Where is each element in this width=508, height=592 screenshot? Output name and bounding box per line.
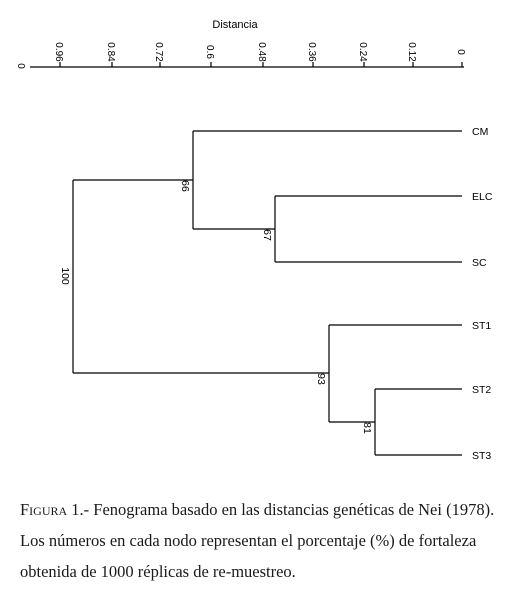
axis-tick-label: 0.36 [306,42,317,62]
axis-tick-label: 0.96 [53,42,64,62]
leaf-label-st2: ST2 [472,384,492,396]
figure-caption [20,494,502,587]
axis-tick-label: 0.48 [256,42,267,62]
tree-branches [73,131,462,455]
leaf-label-sc: SC [472,257,487,269]
node-label-66: 66 [179,180,191,192]
node-label-93: 93 [315,373,327,385]
leaf-labels [472,126,493,462]
axis-tick-label: 0.6 [204,45,215,59]
axis-tick-label: 0.84 [105,42,116,62]
leaf-label-st3: ST3 [472,450,492,462]
node-support-labels [59,180,373,434]
axis-tick-label: 0.24 [357,42,368,62]
axis-title: Distancia [212,19,258,31]
node-label-81: 81 [361,422,373,434]
axis-tick-label: 0.12 [406,42,417,62]
node-label-100: 100 [59,267,71,285]
node-label-67: 67 [261,229,273,241]
leaf-label-elc: ELC [472,191,493,203]
axis-tick-label: 0 [455,49,466,55]
leaf-label-cm: CM [472,126,489,138]
axis-tick-label: 0 [15,63,26,69]
leaf-label-st1: ST1 [472,320,492,332]
caption-lead: Figura 1.- [20,500,90,519]
caption-text: Fenograma basado en las distancias genéticas de Nei (1978). Los números en cada nodo representan el porcentaje (%) de fortaleza obtenida de 1000 réplicas de re-muestreo. [20,500,495,581]
distance-axis [15,19,466,69]
axis-tick-label: 0.72 [153,42,164,62]
